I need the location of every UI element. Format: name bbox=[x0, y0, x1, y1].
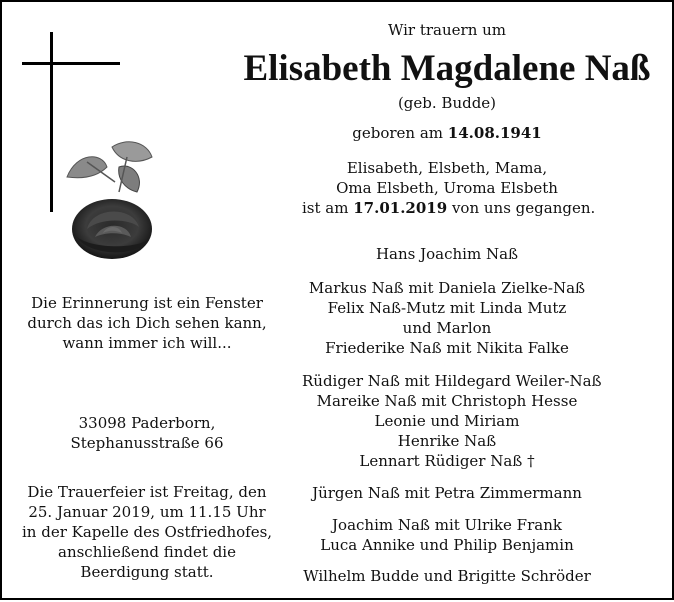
family-line: Luca Annike und Philip Benjamin bbox=[320, 536, 574, 554]
service-line: anschließend findet die bbox=[58, 543, 236, 561]
family-line: Felix Naß-Mutz mit Linda Mutz bbox=[327, 299, 567, 317]
address-line: 33098 Paderborn, bbox=[78, 414, 216, 432]
service-line: in der Kapelle des Ostfriedhofes, bbox=[22, 523, 273, 541]
family-line: Hans Joachim Naß bbox=[375, 245, 519, 263]
service-info bbox=[22, 482, 272, 582]
rose-image bbox=[57, 137, 162, 262]
death-line-1: Elisabeth, Elsbeth, Mama, bbox=[346, 159, 548, 177]
family-line: Markus Naß mit Daniela Zielke-Naß bbox=[308, 279, 586, 297]
family-list bbox=[302, 2, 602, 602]
death-date: 17.01.2019 bbox=[353, 199, 448, 217]
family-line: Friederike Naß mit Nikita Falke bbox=[325, 339, 569, 357]
maiden-name: (geb. Budde) bbox=[397, 94, 497, 112]
service-line: Beerdigung statt. bbox=[80, 563, 214, 581]
family-line: Mareike Naß mit Christoph Hesse bbox=[316, 392, 578, 410]
death-suffix: von uns gegangen. bbox=[447, 199, 596, 217]
family-line: Lennart Rüdiger Naß † bbox=[359, 452, 535, 470]
address-block bbox=[22, 413, 272, 453]
intro-text: Wir trauern um bbox=[387, 21, 507, 39]
family-line: Jürgen Naß mit Petra Zimmermann bbox=[312, 484, 582, 502]
death-line-2: Oma Elsbeth, Uroma Elsbeth bbox=[336, 179, 558, 197]
quote-line: wann immer ich will... bbox=[62, 334, 232, 352]
deceased-name: Elisabeth Magdalene Naß bbox=[243, 48, 651, 89]
birth-date: 14.08.1941 bbox=[447, 124, 542, 142]
death-prefix: ist am bbox=[302, 199, 354, 217]
address-line: Stephanusstraße 66 bbox=[70, 434, 224, 452]
family-line: und Marlon bbox=[402, 319, 492, 337]
family-line: Leonie und Miriam bbox=[374, 412, 520, 430]
service-line: 25. Januar 2019, um 11.15 Uhr bbox=[28, 503, 266, 521]
quote-line: durch das ich Dich sehen kann, bbox=[27, 314, 267, 332]
quote-line: Die Erinnerung ist ein Fenster bbox=[31, 294, 263, 312]
birth-prefix: geboren am bbox=[352, 124, 448, 142]
service-line: Die Trauerfeier ist Freitag, den bbox=[27, 483, 267, 501]
quote-block bbox=[22, 293, 272, 353]
family-line: Joachim Naß mit Ulrike Frank bbox=[332, 516, 562, 534]
family-line: Henrike Naß bbox=[397, 432, 497, 450]
family-line: Rüdiger Naß mit Hildegard Weiler-Naß bbox=[302, 372, 602, 390]
family-line: Wilhelm Budde und Brigitte Schröder bbox=[303, 567, 591, 585]
